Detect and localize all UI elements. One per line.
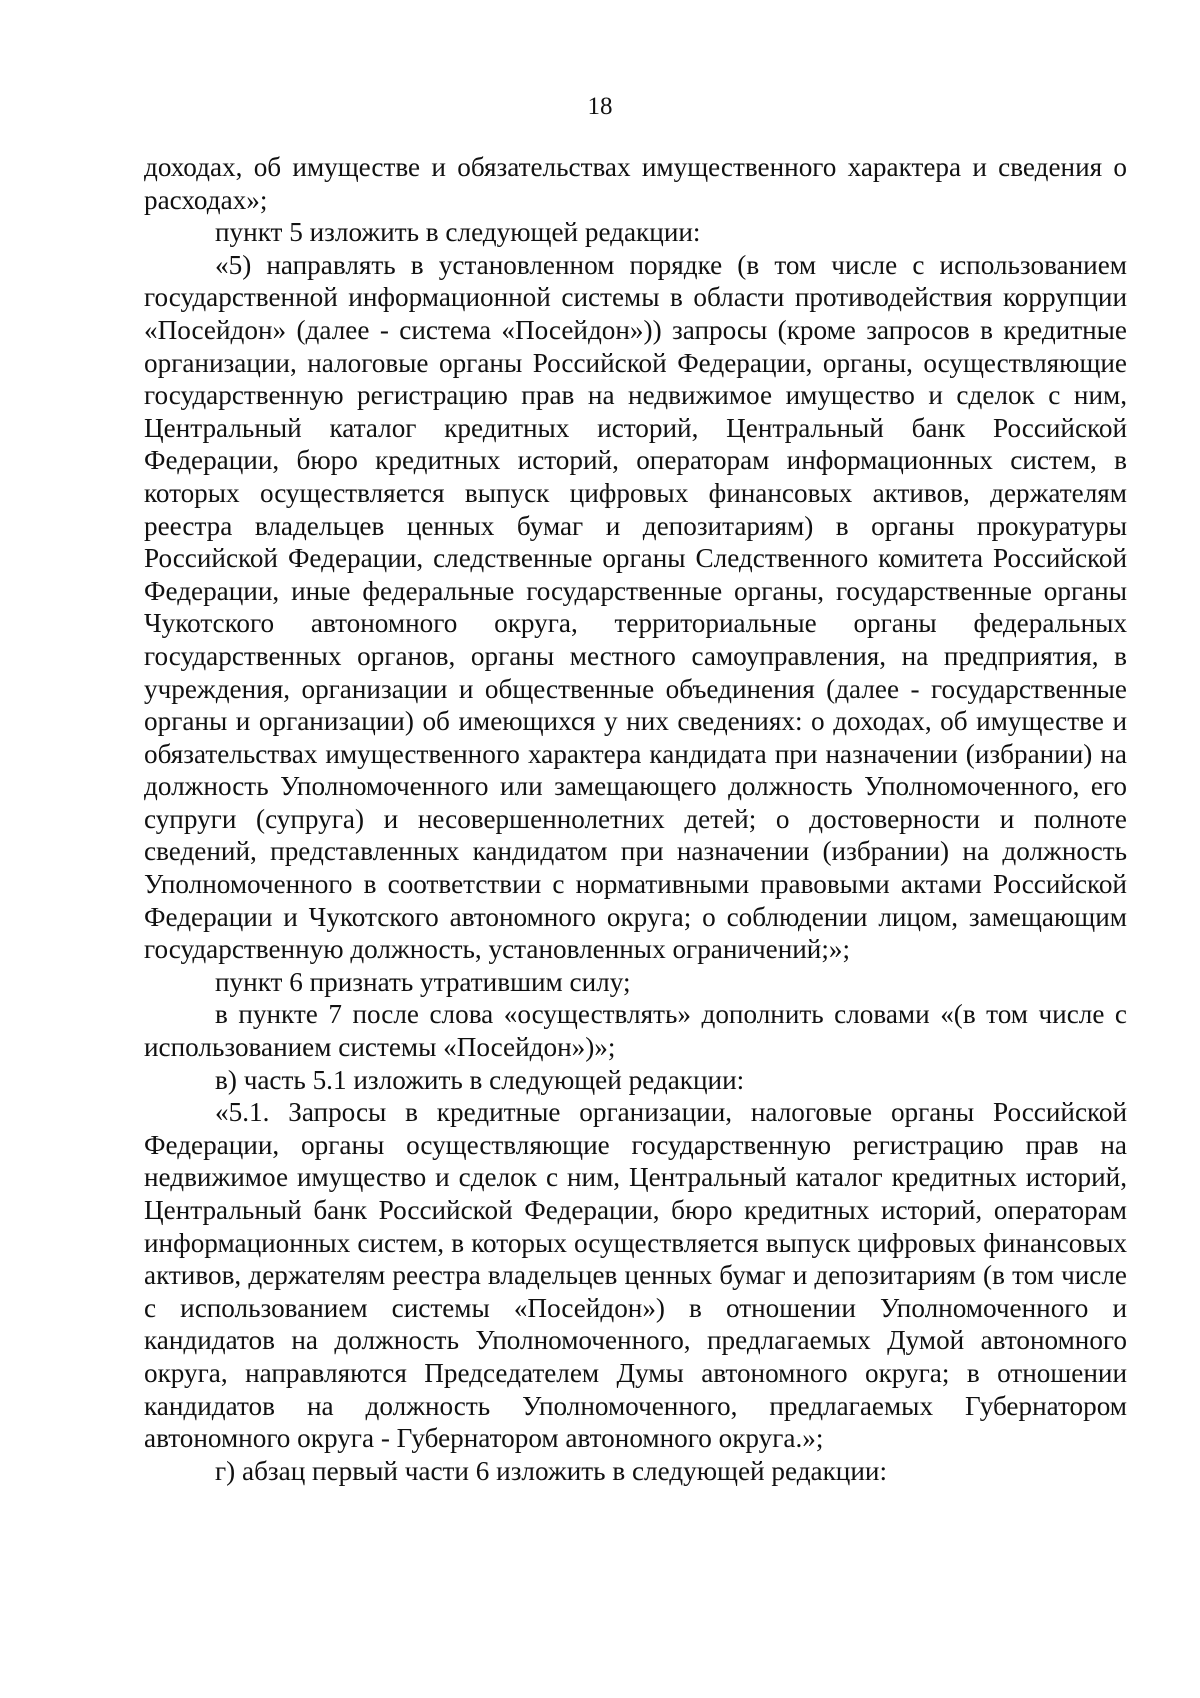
paragraph-continuation: доходах, об имуществе и обязательствах имущественного характера и сведения о расходах»; xyxy=(144,152,1127,215)
page-number: 18 xyxy=(587,93,613,120)
paragraph-item-7: в пункте 7 после слова «осуществлять» дополнить словами «(в том числе с использованием системы «Посейдон»)»; xyxy=(144,999,1127,1063)
paragraph-item-5-text: «5) направлять в установленном порядке (в том числе с использованием государственной информационной системы в области противодействия коррупции «Посейдон» (далее - система «Посейдон»)) запросы (кроме запросов в кредитные организации, налоговые органы Российской Федерации, органы, осуществляющие государственную регистрацию прав на недвижимое имущество и сделок с ним, Центральный каталог кредитных историй, Центральный банк Российской Федерации, бюро кредитных историй, операторам информационных систем, в которых осуществляется выпуск цифровых финансовых активов, держателям реестра владельцев ценных бумаг и депозитариям) в органы прокуратуры Российской Федерации, следственные органы Следственного комитета Российской Федерации, иные федеральные государственные органы, государственные органы Чукотского автономного округа, территориальные органы федеральных государственных органов, органы местного самоуправления, на предприятия, в учреждения, организации и общественные объединения (далее - государственные органы и организации) об имеющихся у них сведениях: о доходах, об имуществе и обязательствах имущественного характера кандидата при назначении (избрании) на должность Уполномоченного или замещающего должность Уполномоченного, его супруги (супруга) и несовершеннолетних детей; о достоверности и полноте сведений, представленных кандидатом при назначении (избрании) на должность Уполномоченного в соответствии с нормативными правовыми актами Российской Федерации и Чукотского автономного округа; о соблюдении лицом, замещающим государственную должность, установленных ограничений;»; xyxy=(144,249,1127,965)
document-body xyxy=(144,151,1127,1487)
paragraph-part-5-1-text: «5.1. Запросы в кредитные организации, налоговые органы Российской Федерации, органы осуществляющие государственную регистрацию прав на недвижимое имущество и сделок с ним, Центральный каталог кредитных историй, Центральный банк Российской Федерации, бюро кредитных историй, операторам информационных систем, в которых осуществляется выпуск цифровых финансовых активов, держателям реестра владельцев ценных бумаг и депозитариям (в том числе с использованием системы «Посейдон») в отношении Уполномоченного и кандидатов на должность Уполномоченного, предлагаемых Думой автономного округа, направляются Председателем Думы автономного округа; в отношении кандидатов на должность Уполномоченного, предлагаемых Губернатором автономного округа - Губернатором автономного округа.»; xyxy=(144,1097,1127,1454)
paragraph-part-6-intro: г) абзац первый части 6 изложить в следующей редакции: xyxy=(215,1455,888,1486)
paragraph-item-5-intro: пункт 5 изложить в следующей редакции: xyxy=(215,217,701,248)
paragraph-item-6: пункт 6 признать утратившим силу; xyxy=(215,966,631,997)
paragraph-part-5-1-intro: в) часть 5.1 изложить в следующей редакции: xyxy=(215,1064,745,1095)
